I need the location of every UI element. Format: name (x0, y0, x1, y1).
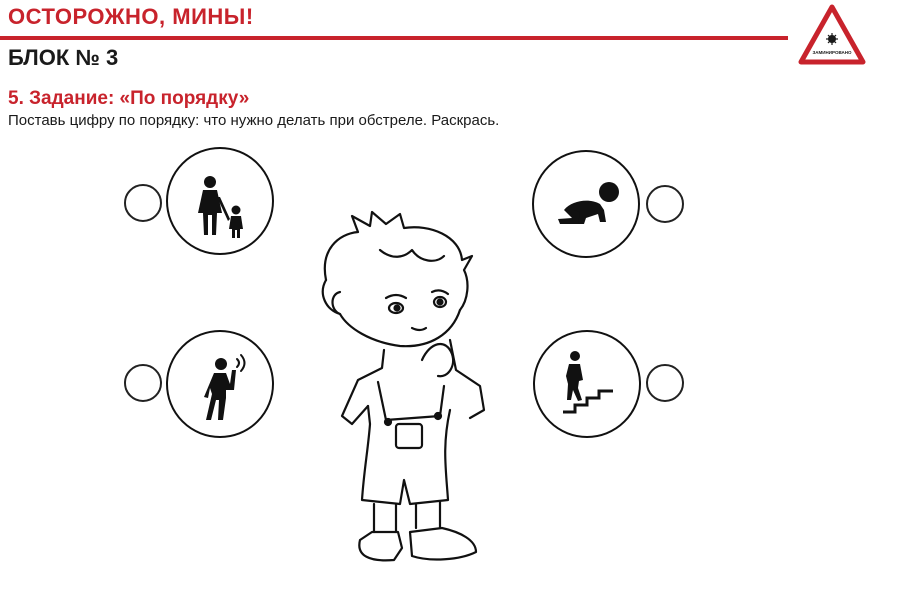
person-phone-call-icon (168, 332, 272, 436)
header-divider (0, 36, 788, 40)
thinking-boy-illustration (300, 210, 500, 580)
block-title: БЛОК № 3 (8, 45, 119, 70)
task-title: 5. Задание: «По порядку» (8, 88, 250, 109)
warning-triangle-mine-icon (798, 4, 866, 66)
task-instruction: Поставь цифру по порядку: что нужно делать при обстреле. Раскрась. (8, 112, 500, 129)
pictogram-adult-with-child (166, 147, 274, 255)
crawling-child-icon (534, 152, 638, 256)
pictogram-stairs (533, 330, 641, 438)
answer-circle-adult-with-child[interactable] (124, 184, 162, 222)
answer-circle-stairs[interactable] (646, 364, 684, 402)
logo-text: ЗАМИНИРОВАНО (812, 50, 852, 55)
pictogram-phone-call (166, 330, 274, 438)
adult-with-child-icon (168, 149, 272, 253)
answer-circle-crawling-child[interactable] (646, 185, 684, 223)
page-header-title: ОСТОРОЖНО, МИНЫ! (8, 4, 254, 29)
answer-circle-phone-call[interactable] (124, 364, 162, 402)
person-descending-stairs-icon (535, 332, 639, 436)
pictogram-crawling-child (532, 150, 640, 258)
